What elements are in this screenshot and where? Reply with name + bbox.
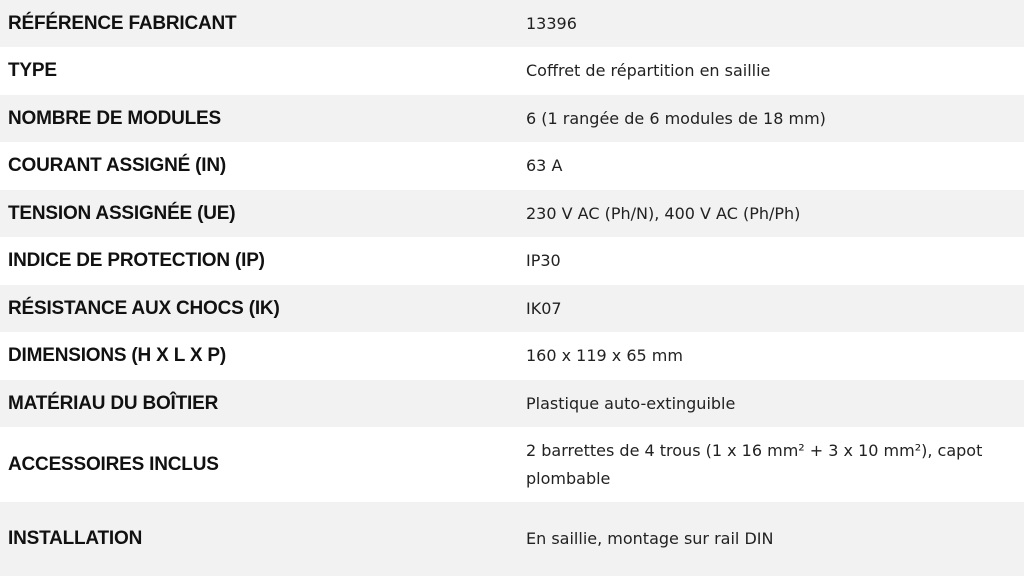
table-row xyxy=(0,47,1024,95)
table-row xyxy=(0,142,1024,190)
table-row xyxy=(0,0,1024,47)
table-row xyxy=(0,502,1024,576)
spec-value: 6 (1 rangée de 6 modules de 18 mm) xyxy=(526,108,826,128)
table-row xyxy=(0,95,1024,142)
spec-value: En saillie, montage sur rail DIN xyxy=(526,529,774,548)
spec-label: TENSION ASSIGNÉE (UE) xyxy=(8,202,236,224)
spec-value: 2 barrettes de 4 trous (1 x 16 mm² + 3 x 10 mm²), capot plombable xyxy=(526,440,983,488)
table-row xyxy=(0,332,1024,380)
spec-label: INSTALLATION xyxy=(8,528,143,549)
spec-label: DIMENSIONS (H X L X P) xyxy=(8,345,226,366)
spec-label: MATÉRIAU DU BOÎTIER xyxy=(8,392,219,414)
spec-label: RÉSISTANCE AUX CHOCS (IK) xyxy=(8,297,280,319)
table-row xyxy=(0,237,1024,285)
spec-value: 63 A xyxy=(526,156,563,175)
table-row xyxy=(0,285,1024,332)
table-row xyxy=(0,427,1024,502)
spec-value: Plastique auto-extinguible xyxy=(526,393,736,413)
spec-label: ACCESSOIRES INCLUS xyxy=(8,453,219,475)
spec-value: 13396 xyxy=(526,13,577,33)
spec-value: 230 V AC (Ph/N), 400 V AC (Ph/Ph) xyxy=(526,203,801,223)
spec-value: 160 x 119 x 65 mm xyxy=(526,346,683,365)
table-row xyxy=(0,380,1024,427)
spec-value: IP30 xyxy=(526,251,561,270)
spec-label: TYPE xyxy=(8,60,57,81)
spec-label: INDICE DE PROTECTION (IP) xyxy=(8,250,265,271)
spec-label: RÉFÉRENCE FABRICANT xyxy=(8,12,237,34)
spec-value: IK07 xyxy=(526,298,562,318)
spec-label: NOMBRE DE MODULES xyxy=(8,107,221,129)
spec-label: COURANT ASSIGNÉ (IN) xyxy=(8,155,227,176)
spec-value: Coffret de répartition en saillie xyxy=(526,61,771,80)
table-row xyxy=(0,190,1024,237)
